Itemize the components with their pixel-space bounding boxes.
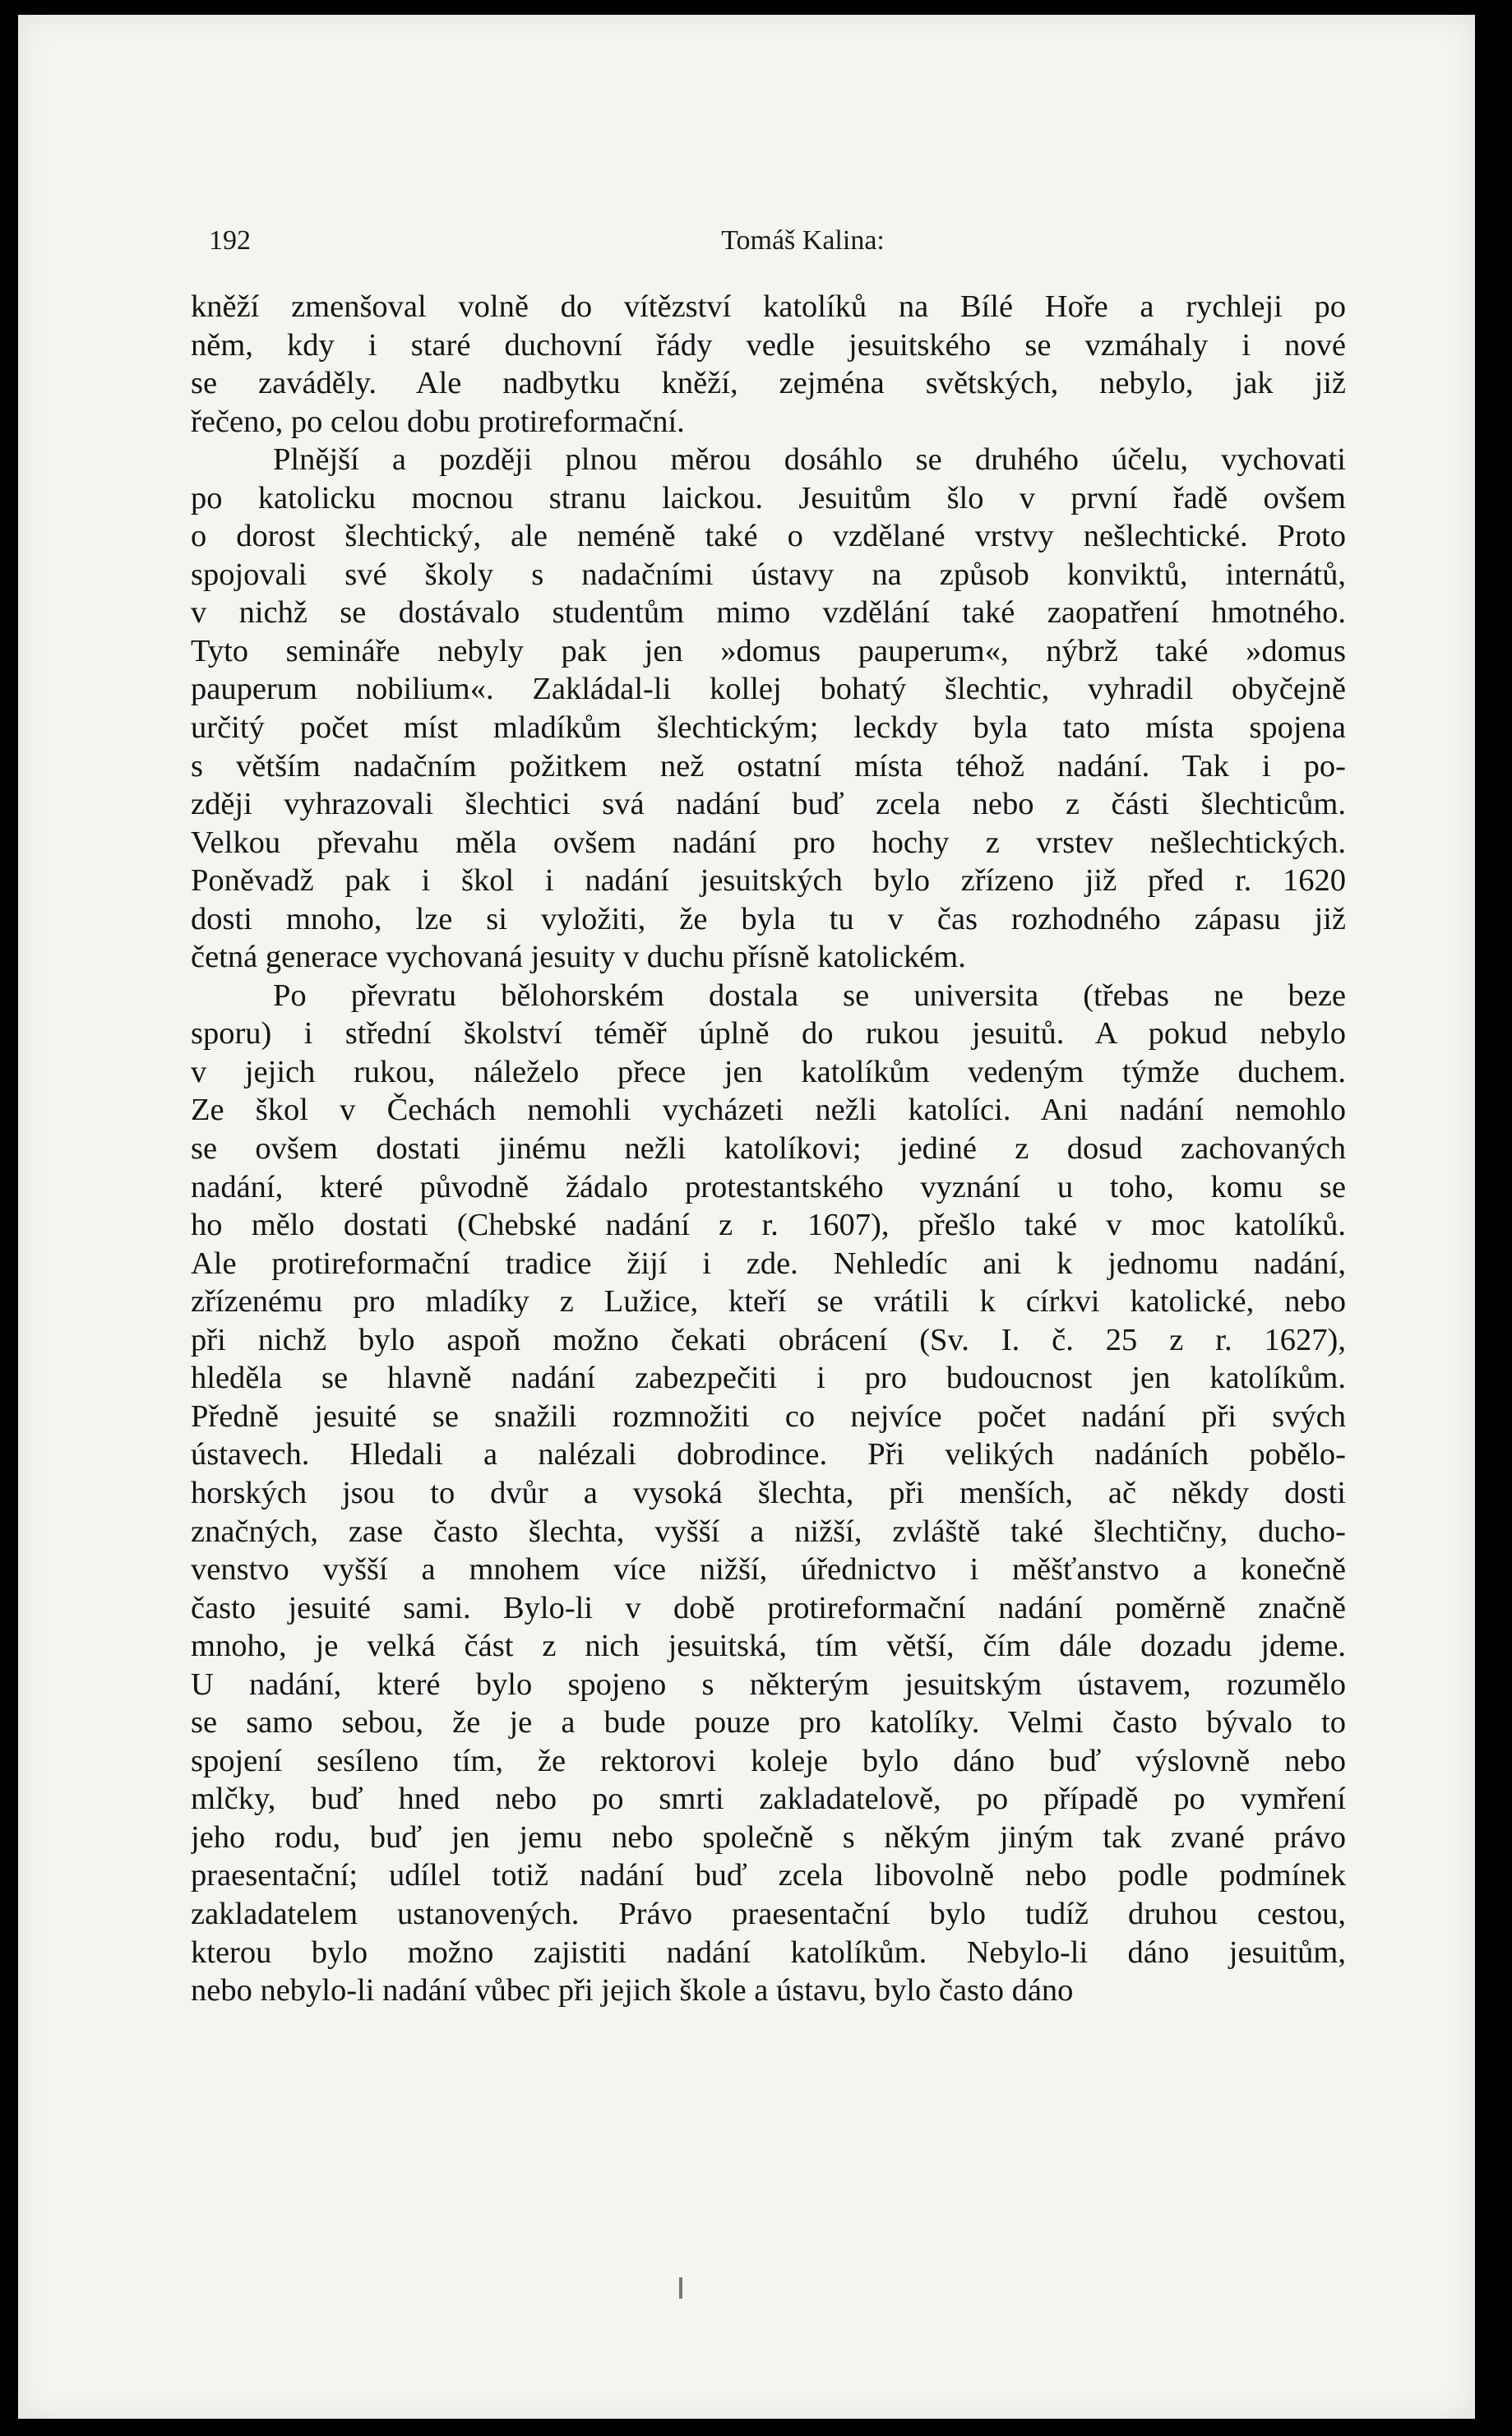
text-line: spojovali své školy s nadačními ústavy na způsob konviktů, internátů, <box>191 557 1346 592</box>
text-line: U nadání, které bylo spojeno s některým jesuitským ústavem, rozumělo <box>191 1666 1346 1702</box>
text-line: často jesuité sami. Bylo-li v době protireformační nadání poměrně značně <box>191 1590 1346 1625</box>
page-number: 192 <box>209 225 251 256</box>
text-line: zřízenému pro mladíky z Lužice, kteří se vrátili k církvi katolické, nebo <box>191 1284 1346 1320</box>
text-line: v jejich rukou, náleželo přece jen katolíkům vedeným týmže duchem. <box>191 1054 1346 1089</box>
text-line: určitý počet míst mladíkům šlechtickým; leckdy byla tato místa spojena <box>191 710 1346 746</box>
text-line: při nichž bylo aspoň možno čekati obrácení (Sv. I. č. 25 z r. 1627), <box>191 1322 1346 1357</box>
body-text <box>191 288 1346 2010</box>
text-line: něm, kdy i staré duchovní řády vedle jesuitského se vzmáhaly i nové <box>191 327 1346 363</box>
paragraph <box>191 441 1346 977</box>
text-line: pauperum nobilium«. Zakládal-li kollej bohatý šlechtic, vyhradil obyčejně <box>191 672 1346 707</box>
text-line: kterou bylo možno zajistiti nadání katolíkům. Nebylo-li dáno jesuitům, <box>191 1934 1346 1970</box>
paragraph <box>191 288 1346 441</box>
text-line: Po převratu bělohorském dostala se universita (třebas ne beze <box>273 978 1346 1013</box>
text-line: zději vyhrazovali šlechtici svá nadání buď zcela nebo z části šlechticům. <box>191 787 1346 822</box>
text-line: Velkou převahu měla ovšem nadání pro hochy z vrstev nešlechtických. <box>191 825 1346 860</box>
text-line: nebo nebylo-li nadání vůbec při jejich škole a ústavu, bylo často dáno <box>191 1973 1074 2008</box>
text-line: řečeno, po celou dobu protireformační. <box>191 404 685 439</box>
text-line: praesentační; udílel totiž nadání buď zcela libovolně nebo podle podmínek <box>191 1858 1346 1893</box>
text-line: horských jsou to dvůr a vysoká šlechta, při menších, ač někdy dosti <box>191 1475 1346 1510</box>
text-line: zakladatelem ustanovených. Právo praesentační bylo tudíž druhou cestou, <box>191 1896 1346 1931</box>
text-line: Tyto semináře nebyly pak jen »domus pauperum«, nýbrž také »domus <box>191 633 1346 668</box>
text-line: dosti mnoho, lze si vyložiti, že byla tu v čas rozhodného zápasu již <box>191 901 1346 936</box>
text-line: mlčky, buď hned nebo po smrti zakladatelově, po případě po vymření <box>191 1782 1346 1817</box>
text-line: značných, zase často šlechta, vyšší a nižší, zvláště také šlechtičny, ducho- <box>191 1514 1346 1549</box>
text-line: Předně jesuité se snažili rozmnožiti co nejvíce počet nadání při svých <box>191 1398 1346 1434</box>
text-line: o dorost šlechtický, ale neméně také o vzdělané vrstvy nešlechtické. Proto <box>191 519 1346 554</box>
running-title: Tomáš Kalina: <box>721 225 885 256</box>
text-line: četná generace vychovaná jesuity v duchu přísně katolickém. <box>191 940 966 975</box>
text-line: nadání, které původně žádalo protestantského vyznání u toho, komu se <box>191 1169 1346 1204</box>
text-line: venstvo vyšší a mnohem více nižší, úřednictvo i měšťanstvo a konečně <box>191 1552 1346 1588</box>
text-line: Plnější a později plnou měrou dosáhlo se druhého účelu, vychovati <box>273 442 1346 478</box>
text-line: ho mělo dostati (Chebské nadání z r. 1607), přešlo také v moc katolíků. <box>191 1208 1346 1243</box>
text-line: s větším nadačním požitkem než ostatní místa téhož nadání. Tak i po- <box>191 748 1346 783</box>
page-header <box>209 225 1364 261</box>
text-line: spojení sesíleno tím, že rektorovi koleje bylo dáno buď výslovně nebo <box>191 1743 1346 1778</box>
text-line: po katolicku mocnou stranu laickou. Jesuitům šlo v první řadě ovšem <box>191 480 1346 515</box>
text-line: hleděla se hlavně nadání zabezpečiti i pro budoucnost jen katolíkům. <box>191 1361 1346 1396</box>
ink-mark <box>679 2277 682 2299</box>
text-line: sporu) i střední školství téměř úplně do rukou jesuitů. A pokud nebylo <box>191 1016 1346 1052</box>
text-line: se zaváděly. Ale nadbytku kněží, zejména světských, nebylo, jak již <box>191 366 1346 401</box>
text-line: mnoho, je velká část z nich jesuitská, tím větší, čím dále dozadu jdeme. <box>191 1629 1346 1664</box>
text-line: Poněvadž pak i škol i nadání jesuitských bylo zřízeno již před r. 1620 <box>191 863 1346 899</box>
text-line: Ze škol v Čechách nemohli vycházeti nežli katolíci. Ani nadání nemohlo <box>191 1093 1346 1128</box>
text-line: kněží zmenšoval volně do vítězství katolíků na Bílé Hoře a rychleji po <box>191 289 1346 324</box>
text-line: v nichž se dostávalo studentům mimo vzdělání také zaopatření hmotného. <box>191 595 1346 631</box>
paragraph <box>191 977 1346 2010</box>
text-line: ústavech. Hledali a nalézali dobrodince. Při velikých nadáních pobělo- <box>191 1437 1346 1472</box>
text-line: Ale protireformační tradice žijí i zde. Nehledíc ani k jednomu nadání, <box>191 1246 1346 1281</box>
text-line: se samo sebou, že je a bude pouze pro katolíky. Velmi často bývalo to <box>191 1705 1346 1740</box>
text-line: se ovšem dostati jinému nežli katolíkovi; jediné z dosud zachovaných <box>191 1131 1346 1167</box>
text-line: jeho rodu, buď jen jemu nebo společně s někým jiným tak zvané právo <box>191 1819 1346 1855</box>
